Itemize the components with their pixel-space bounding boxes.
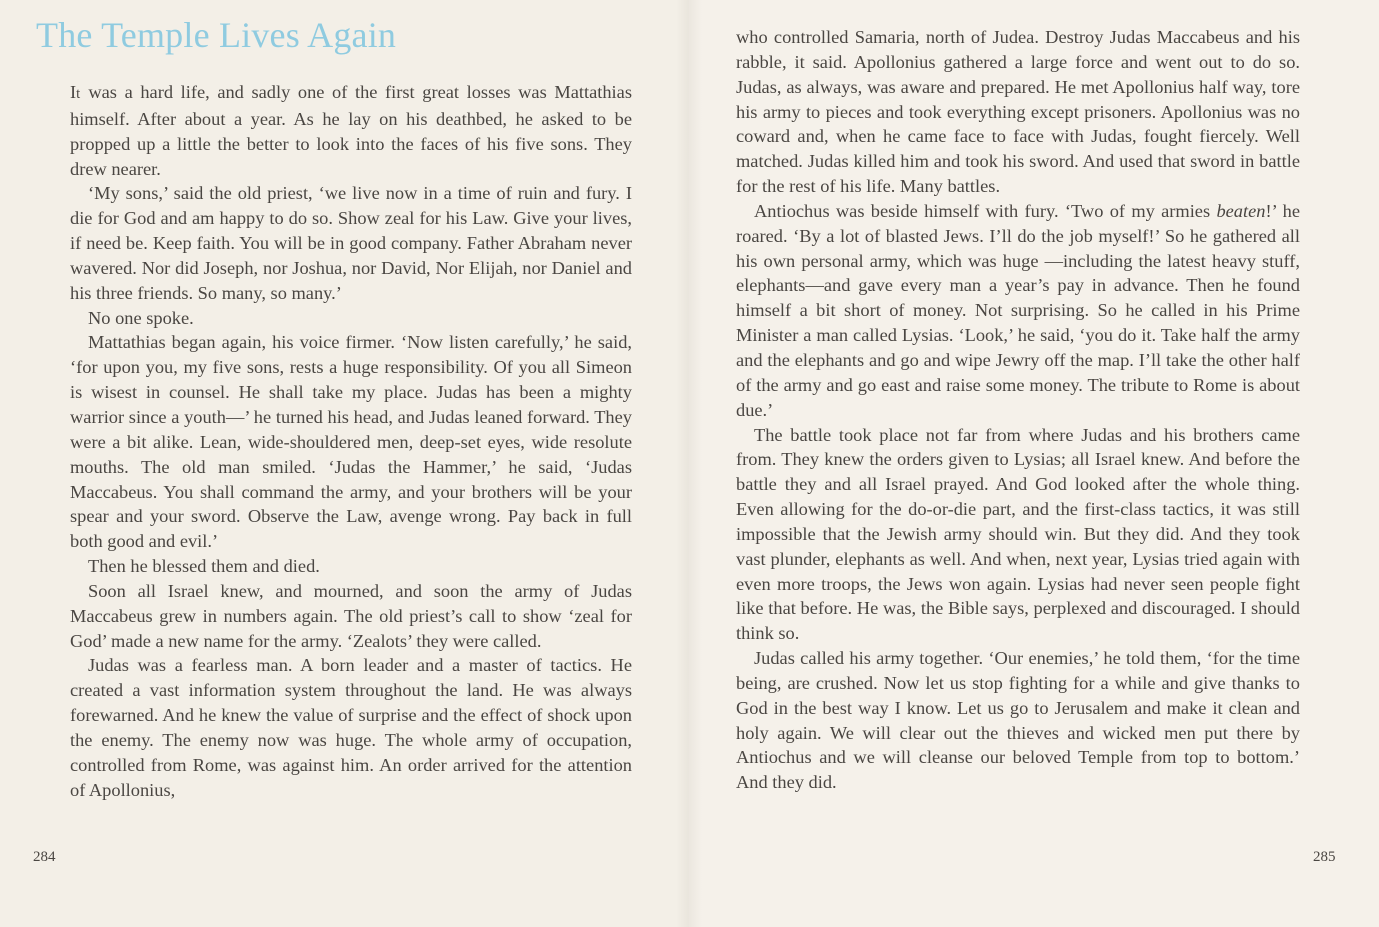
paragraph-text: was a hard life, and sadly one of the first great losses was Mattathias himself. After about a year. As he lay on his deathbed, he asked to be propped up a little the better to look into the faces of his five sons. They drew nearer. xyxy=(70,82,632,179)
paragraph: The battle took place not far from where Judas and his brothers came from. They knew the orders given to Lysias; all Israel knew. And before the battle they and all Israel prayed. And God looked after the whole thing. Even allowing for the do-or-die part, and the first-class tactics, it was still impossible that the Jewish army should win. But they did. And they took vast plunder, elephants as well. And when, next year, Lysias tried again with even more troops, the Jews won again. Lysias had never seen people fight like that before. He was, the Bible says, perplexed and discouraged. I should think so. xyxy=(736,424,1300,644)
dropcap: I xyxy=(70,82,77,102)
page-number-right: 285 xyxy=(1313,849,1336,865)
paragraph-text: Antiochus was beside himself with fury. ‘Two of my armies xyxy=(754,200,1217,221)
paragraph xyxy=(736,199,1300,423)
dropcap-smallcap: t xyxy=(76,86,81,102)
paragraph: Mattathias began again, his voice firmer. ‘Now listen carefully,’ he said, ‘for upon you, my five sons, rests a huge responsibility. Of you all Simeon is wisest in counsel. He shall take my place. Judas has been a mighty warrior since a youth—’ he turned his head, and Judas leaned forward. They were a bit alike. Lean, wide-shouldered men, deep-set eyes, wide resolute mouths. The old man smiled. ‘Judas the Hammer,’ he said, ‘Judas Maccabeus. You shall command the army, and your brothers will be your spear and your sword. Observe the Law, avenge wrong. Pay back in full both good and evil.’ xyxy=(70,332,632,552)
right-text-column xyxy=(736,25,1300,795)
paragraph xyxy=(70,80,632,181)
paragraph: No one spoke. xyxy=(88,307,194,328)
italic-word: beaten xyxy=(1216,200,1266,221)
paragraph: ‘My sons,’ said the old priest, ‘we live now in a time of ruin and fury. I die for God and am happy to do so. Show zeal for his Law. Give your lives, if need be. Keep faith. You will be in good company. Father Abraham never wavered. Nor did Joseph, nor Joshua, nor David, Nor Elijah, nor Daniel and his three friends. So many, so many.’ xyxy=(70,183,632,303)
book-gutter xyxy=(676,0,702,927)
paragraph: Soon all Israel knew, and mourned, and soon the army of Judas Maccabeus grew in numbers again. The old priest’s call to show ‘zeal for God’ made a new name for the army. ‘Zealots’ they were called. xyxy=(70,580,632,651)
left-page xyxy=(0,0,689,927)
paragraph: Judas was a fearless man. A born leader and a master of tactics. He created a vast information system throughout the land. He was always forewarned. And he knew the value of surprise and the effect of shock upon the enemy. The enemy now was huge. The whole army of occupation, controlled from Rome, was against him. An order arrived for the attention of Apollonius, xyxy=(70,655,632,800)
paragraph: Then he blessed them and died. xyxy=(88,556,320,577)
paragraph-text: !’ he roared. ‘By a lot of blasted Jews. I’ll do the job myself!’ So he gathered all his own personal army, which was huge —including the latest heavy stuff, elephants—and gave every man a year’s pay in advance. Then he found himself a bit short of money. Not surprising. So he called in his Prime Minister a man called Lysias. ‘Look,’ he said, ‘you do it. Take half the army and the elephants and go and wipe Jewry off the map. I’ll take the other half of the army and go east and raise some money. The tribute to Rome is about due.’ xyxy=(736,200,1301,420)
chapter-title: The Temple Lives Again xyxy=(36,15,397,55)
right-page xyxy=(689,0,1379,927)
left-text-column xyxy=(70,80,632,802)
paragraph: who controlled Samaria, north of Judea. Destroy Judas Maccabeus and his rabble, it said. Apollonius gathered a large force and went out to do so. Judas, as always, was aware and prepared. He met Apollonius half way, tore his army to pieces and took everything except prisoners. Apollonius was no coward and, when he came face to face with Judas, fought fiercely. Well matched. Judas killed him and took his sword. And used that sword in battle for the rest of his life. Many battles. xyxy=(736,27,1300,197)
page-number-left: 284 xyxy=(33,849,56,865)
paragraph: Judas called his army together. ‘Our enemies,’ he told them, ‘for the time being, are crushed. Now let us stop fighting for a while and give thanks to God in the best way I know. Let us go to Jerusalem and make it clean and holy again. We will clear out the thieves and wicked men put there by Antiochus and we will cleanse our beloved Temple from top to bottom.’ And they did. xyxy=(736,648,1300,793)
